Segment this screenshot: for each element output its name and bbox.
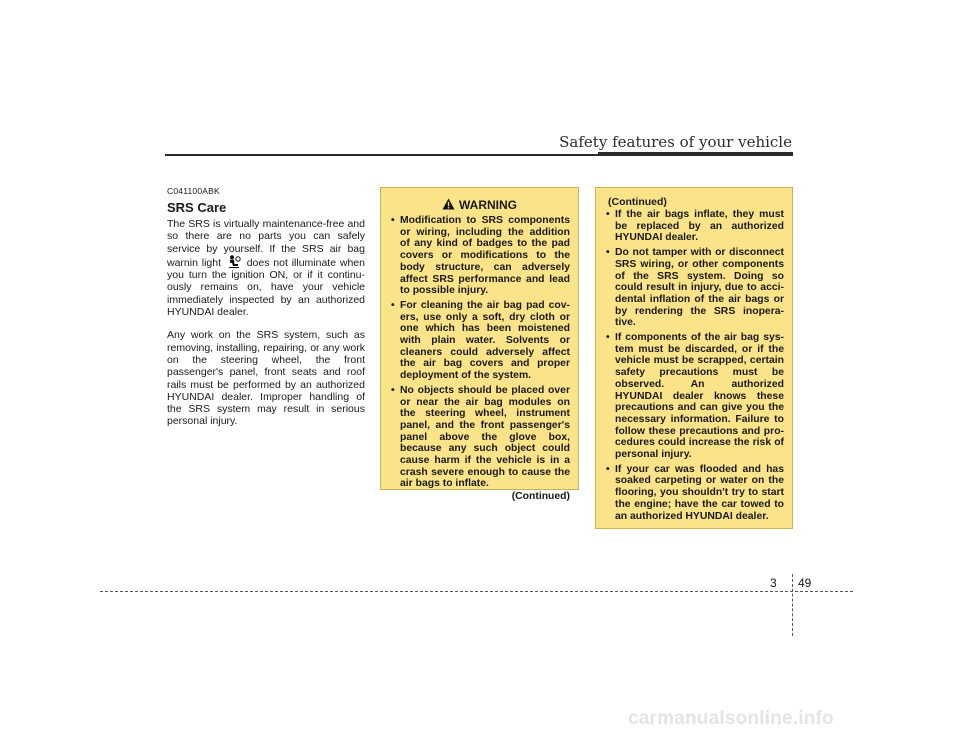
warning-heading xyxy=(389,198,570,212)
footer-rule xyxy=(100,591,853,592)
airbag-warning-person-icon xyxy=(227,255,241,268)
list-item: • Modification to SRS components or wiring, including the addition of any kind of badges to the pad covers or modifications to the body structure, can adversely affect SRS performance and lead to possible injury. xyxy=(389,215,570,297)
list-item: • No objects should be placed over or near the air bag modules on the steering wheel, instrument panel, and the front passenger's panel above the glove box, because any such object could cause harm if the vehicle is in a crash severe enough to cause the air bags to inflate. xyxy=(389,385,570,490)
section-paragraph-1 xyxy=(167,218,365,318)
warning-triangle-icon xyxy=(442,198,455,210)
section-paragraph-2: Any work on the SRS system, such as removing, installing, repairing, or any work on the steering wheel, the front passenger's panel, front seats and roof rails must be performed by an authorized HYUNDAI dealer. Improper handling of the SRS system may result in serious personal injury. xyxy=(167,329,365,428)
paragraph-1-text-a: The SRS is virtually maintenance-free and so there are no parts you can safely service by yourself. If the SRS air bag warnin light xyxy=(167,218,365,269)
warning-list xyxy=(389,215,570,490)
warning-box xyxy=(380,187,579,503)
list-item: • If your car was flooded and has soaked carpeting or water on the flooring, you shouldn't try to start the engine; have the car towed to an authorized HYUNDAI dealer. xyxy=(604,464,784,523)
list-item: • If components of the air bag sys-tem must be discarded, or if the vehicle must be scrapped, certain safety precautions must be observed. An authorized HYUNDAI dealer knows these precautions and can give you the necessary information. Failure to follow these precautions and pro-cedures could increase the risk of personal injury. xyxy=(604,332,784,461)
watermark: carmanualsonline.info xyxy=(628,708,834,729)
continued-list xyxy=(604,209,784,522)
continued-warning-box xyxy=(595,187,793,529)
header-title: Safety features of your vehicle xyxy=(559,133,792,151)
continued-heading: (Continued) xyxy=(608,196,667,208)
srs-care-section xyxy=(167,186,365,439)
chapter-number: 3 xyxy=(770,576,777,590)
header-rule-thick xyxy=(598,152,793,156)
page-number: 49 xyxy=(798,576,812,590)
section-title: SRS Care xyxy=(167,200,227,215)
footer-vertical-rule xyxy=(792,574,793,636)
section-code: C041100ABK xyxy=(167,186,220,196)
paragraph-1-text-b: does not illuminate when you turn the ignition ON, or if it continu-ously remains on, have your vehicle immediately inspected by an authorized HYUNDAI dealer. xyxy=(167,256,365,319)
continued-label: (Continued) xyxy=(511,491,570,503)
warning-title: WARNING xyxy=(459,198,517,212)
list-item: • Do not tamper with or disconnect SRS wiring, or other components of the SRS system. Doing so could result in injury, due to acci-dental inflation of the air bags or by rendering the SRS inopera-tive. xyxy=(604,247,784,329)
list-item: • For cleaning the air bag pad cov-ers, use only a soft, dry cloth or one which has been moistened with plain water. Solvents or cleaners could adversely affect the air bag covers and proper deployment of the system. xyxy=(389,300,570,382)
list-item: • If the air bags inflate, they must be replaced by an authorized HYUNDAI dealer. xyxy=(604,209,784,244)
